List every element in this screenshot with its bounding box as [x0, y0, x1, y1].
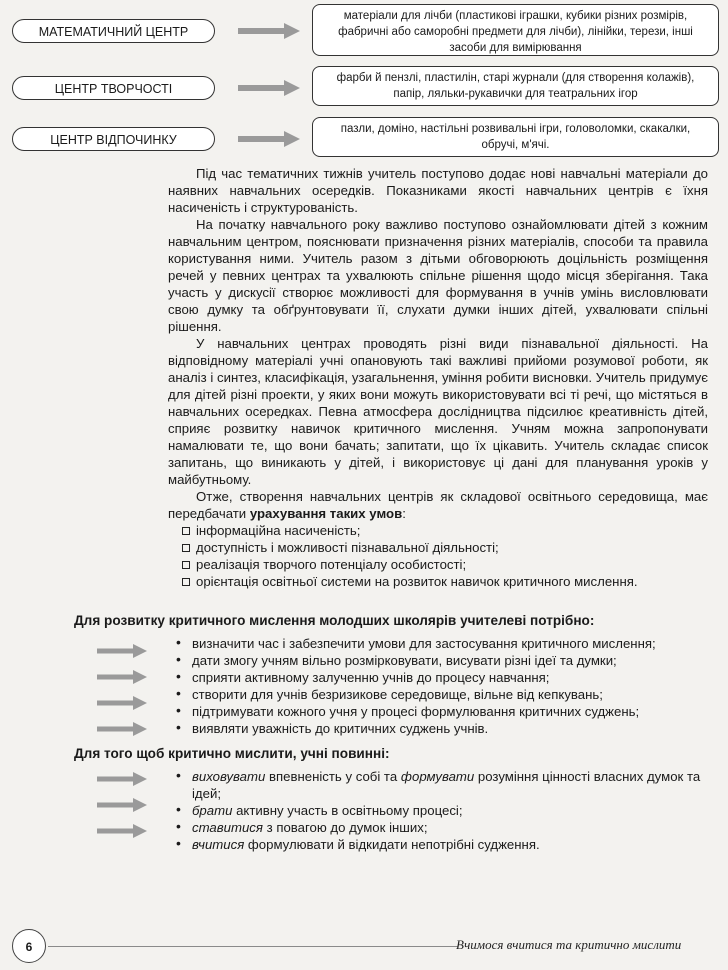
- right-arrow-icon: [97, 722, 147, 736]
- right-arrow-icon: [238, 131, 300, 147]
- right-arrow-icon: [238, 80, 300, 96]
- paragraph: У навчальних центрах проводять різні види пізнавальної діяльності. На відповідному матеріалі учні опановують такі важливі прийоми розумової роботи, як аналіз і синтез, класифікація, узагальнення, уміння робити висновки. Учитель придумує для дітей різні проекти, у яких вони можуть використовувати всі ті речі, що містяться в навчальних осередках. Певна атмосфера дослідництва підсилює креативність дітей, сприяє розвитку навичок критичного мислення. Учням можна запропонувати намалювати те, що вони бачать; запитати, що їх цікавить. Учитель складає список запитань, що виникають у дітей, і використовує ці дані для планування уроків у майбутньому.: [168, 336, 708, 487]
- center-description: фарби й пензлі, пластилін, старі журнали (для створення колажів), папір, ляльки-рукавички для театральних ігор: [312, 66, 719, 106]
- right-arrow-icon: [238, 23, 300, 39]
- italic-verb: ставитися: [192, 820, 263, 835]
- italic-verb: формувати: [400, 769, 475, 784]
- running-footer-title: Вчимося вчитися та критично мислити: [456, 937, 682, 952]
- item-text: впевненість у собі та: [265, 769, 401, 784]
- right-arrow-icon: [97, 798, 147, 812]
- student-section: [74, 745, 714, 853]
- center-row: [12, 4, 712, 54]
- conclusion-paragraph: [168, 488, 708, 522]
- list-item: • підтримувати кожного учня у процесі формулювання критичних суджень;: [174, 703, 714, 720]
- page-number: 6: [12, 929, 46, 963]
- center-row: [12, 117, 712, 161]
- conditions-list: [168, 522, 708, 590]
- list-item: • дати змогу учням вільно розмірковувати, висувати різні ідеї та думки;: [174, 652, 714, 669]
- section-heading: Для розвитку критичного мислення молодших школярів учителеві потрібно:: [74, 613, 595, 628]
- center-name: ЦЕНТР ВІДПОЧИНКУ: [12, 127, 215, 151]
- paragraph: Під час тематичних тижнів учитель поступово додає нові навчальні матеріали до наявних навчальних осередків. Показниками якості навчальних центрів є їхня насиченість і структурованість.: [168, 166, 708, 215]
- teacher-section: [74, 612, 714, 737]
- list-item: доступність і можливості пізнавальної діяльності;: [182, 539, 708, 556]
- list-item: [174, 802, 714, 819]
- item-text: активну участь в освітньому процесі;: [232, 803, 463, 818]
- conclusion-bold: урахування таких умов: [249, 506, 403, 521]
- list-item: [174, 768, 714, 802]
- center-description: пазли, доміно, настільні розвивальні ігри, головоломки, скакалки, обручі, м'ячі.: [312, 117, 719, 157]
- list-item: реалізація творчого потенціалу особистості;: [182, 556, 708, 573]
- arrow-group: [97, 772, 147, 838]
- center-name: МАТЕМАТИЧНИЙ ЦЕНТР: [12, 19, 215, 43]
- list-item: • сприяти активному залученню учнів до процесу навчання;: [174, 669, 714, 686]
- item-text: формулювати й відкидати непотрібні судження.: [244, 837, 540, 852]
- italic-verb: виховувати: [192, 769, 266, 784]
- right-arrow-icon: [97, 644, 147, 658]
- item-text: розуміння цінності власних думок та ідей;: [192, 769, 701, 801]
- list-item: [174, 836, 714, 853]
- list-item: інформаційна насиченість;: [182, 522, 708, 539]
- list-item: [174, 819, 714, 836]
- arrow-group: [97, 644, 147, 736]
- center-row: [12, 66, 712, 112]
- right-arrow-icon: [97, 824, 147, 838]
- list-item: орієнтація освітньої системи на розвиток навичок критичного мислення.: [182, 573, 708, 590]
- conclusion-lead: Отже, створення навчальних центрів як складової освітнього середовища, має передбачати: [168, 489, 708, 521]
- list-item: • створити для учнів безризикове середовище, вільне від кепкувань;: [174, 686, 714, 703]
- right-arrow-icon: [97, 670, 147, 684]
- list-item: • визначити час і забезпечити умови для застосування критичного мислення;: [174, 635, 714, 652]
- learning-centers: [12, 4, 712, 166]
- paragraph: На початку навчального року важливо поступово ознайомлювати дітей з кожним навчальним центром, пояснювати призначення різних матеріалів, способи та правила користування ними. Учитель разом з дітьми обговорюють доцільність розміщення речей у певних центрах та ухвалюють спільне рішення щодо місця зберігання. Така участь у дискусії створює можливості для формування в учнів умінь висловлювати свою думку та обґрунтовувати її, слухати думки інших дітей, ухвалювати спільні рішення.: [168, 217, 708, 334]
- item-text: з повагою до думок інших;: [262, 820, 428, 835]
- italic-verb: вчитися: [192, 837, 245, 852]
- italic-verb: брати: [192, 803, 233, 818]
- list-item: • виявляти уважність до критичних суджень учнів.: [174, 720, 714, 737]
- right-arrow-icon: [97, 772, 147, 786]
- main-text: [168, 165, 708, 590]
- section-heading: Для того щоб критично мислити, учні повинні:: [74, 746, 390, 761]
- conclusion-tail: :: [402, 506, 406, 521]
- footer-divider: [48, 946, 458, 947]
- student-list: [74, 768, 714, 853]
- right-arrow-icon: [97, 696, 147, 710]
- center-name: ЦЕНТР ТВОРЧОСТІ: [12, 76, 215, 100]
- teacher-list: [74, 635, 714, 737]
- center-description: матеріали для лічби (пластикові іграшки, кубики різних розмірів, фабричні або саморобні предмети для лічби), лінійки, терези, інші засоби для вимірювання: [312, 4, 719, 56]
